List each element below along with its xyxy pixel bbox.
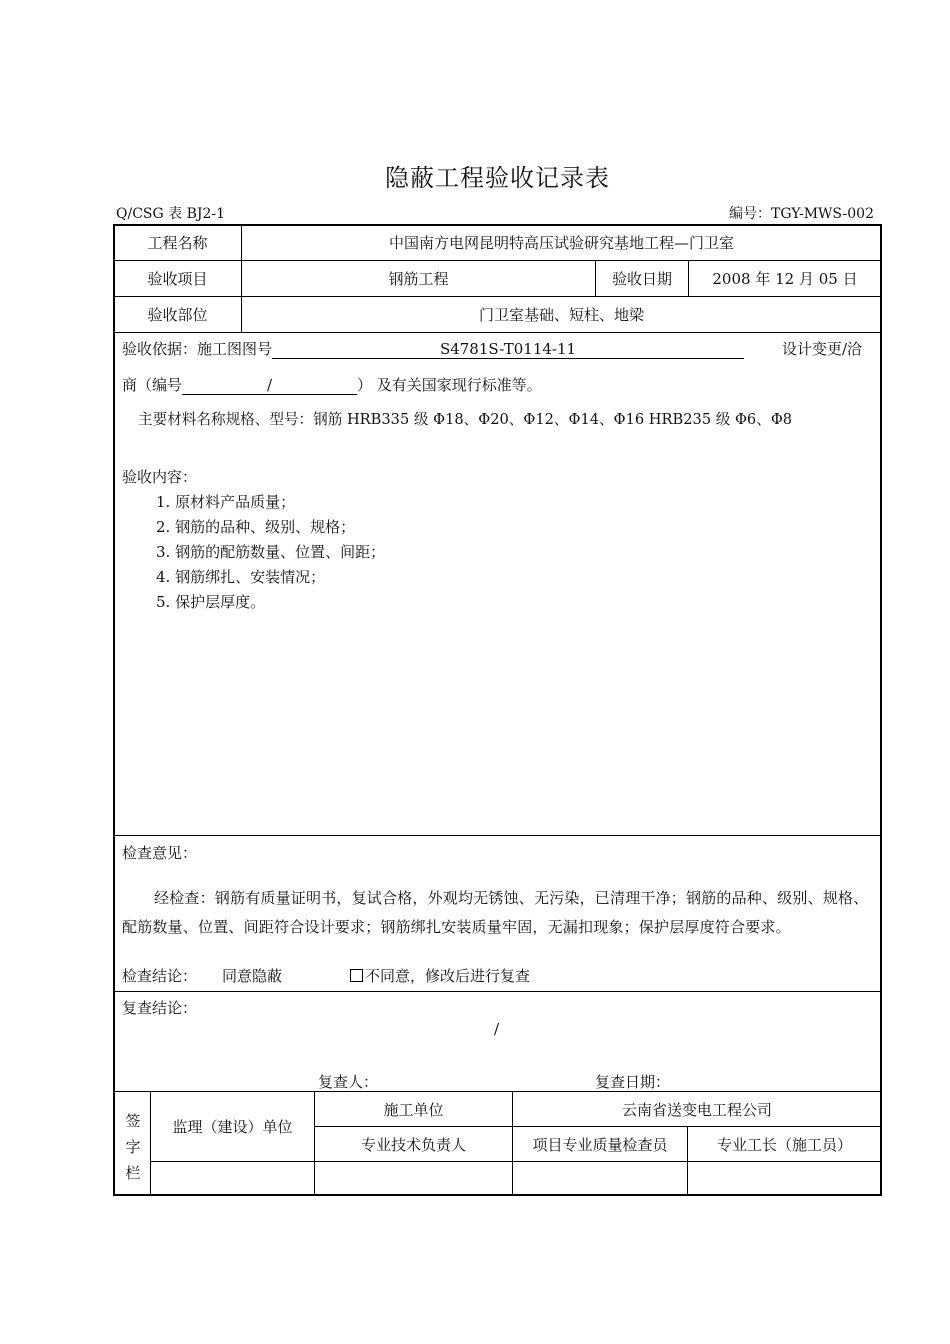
- main-materials: 主要材料名称规格、型号：钢筋 HRB335 级 Φ18、Φ20、Φ12、Φ14、Φ16 HRB235 级 Φ6、Φ8: [138, 411, 793, 428]
- project-name-label: 工程名称: [147, 234, 208, 252]
- quality-inspector-label: 项目专业质量检查员: [532, 1135, 668, 1154]
- row-divider: [114, 991, 881, 992]
- row-divider: [114, 332, 881, 333]
- content-item-2: 2. 钢筋的品种、级别、规格；: [156, 518, 356, 536]
- tech-lead-signature-field[interactable]: [315, 1162, 512, 1195]
- disagree-option: [350, 965, 530, 986]
- form-code: Q/CSG 表 BJ2-1: [116, 206, 226, 222]
- content-item-4: 4. 钢筋绑扎、安装情况；: [156, 568, 326, 586]
- content-item-1: 1. 原材料产品质量；: [156, 493, 296, 511]
- sign-column-char: 栏: [125, 1164, 141, 1182]
- record-table: [113, 224, 882, 1196]
- recheck-value: /: [494, 1020, 500, 1038]
- acceptance-location-label: 验收部位: [147, 306, 208, 324]
- sign-column-char: 字: [125, 1138, 141, 1156]
- acceptance-location-value: 门卫室基础、短柱、地梁: [478, 306, 644, 324]
- content-label: 验收内容：: [122, 468, 198, 486]
- contractor-value: 云南省送变电工程公司: [621, 1100, 772, 1119]
- design-change-label: 设计变更/洽: [782, 340, 863, 358]
- foreman-label: 专业工长（施工员）: [716, 1135, 852, 1154]
- checkbox-icon: [350, 969, 363, 982]
- acceptance-date-value: 2008 年 12 月 05 日: [712, 270, 858, 288]
- recheck-date-label: 复查日期：: [595, 1073, 671, 1091]
- change-number: /: [182, 376, 357, 395]
- page-title: 隐蔽工程验收记录表: [385, 164, 610, 192]
- conclusion-label: 检查结论：: [122, 967, 198, 985]
- sign-column-char: 签: [125, 1112, 141, 1130]
- acceptance-item-label: 验收项目: [147, 270, 208, 288]
- supervisor-signature-field[interactable]: [151, 1162, 314, 1195]
- recheck-person-label: 复查人：: [318, 1073, 379, 1091]
- row-divider: [114, 835, 881, 836]
- basis-prefix: 验收依据：施工图图号: [122, 340, 273, 358]
- acceptance-item-value: 钢筋工程: [388, 270, 449, 288]
- inspection-opinion: 经检查：钢筋有质量证明书，复试合格，外观均无锈蚀、无污染，已清理干净；钢筋的品种、级别、规格、配筋数量、位置、间距符合设计要求；钢筋绑扎安装质量牢固，无漏扣现象；保护层厚度符合要求。: [122, 889, 869, 936]
- tech-lead-label: 专业技术负责人: [360, 1135, 466, 1154]
- project-name-value: 中国南方电网昆明特高压试验研究基地工程—门卫室: [388, 234, 734, 252]
- acceptance-date-label: 验收日期: [611, 270, 672, 288]
- content-item-3: 3. 钢筋的配筋数量、位置、间距；: [156, 543, 386, 561]
- basis-line: [122, 338, 744, 359]
- quality-inspector-signature-field[interactable]: [513, 1162, 687, 1195]
- inspection-label: 检查意见：: [122, 844, 198, 862]
- basis-line2-suffix: ） 及有关国家现行标准等。: [357, 376, 542, 394]
- disagree-label: 不同意，修改后进行复查: [365, 967, 531, 985]
- drawing-number: S4781S-T0114-11: [272, 340, 744, 359]
- serial-number: 编号：TGY-MWS-002: [729, 206, 874, 222]
- foreman-signature-field[interactable]: [688, 1162, 881, 1195]
- contractor-label: 施工单位: [383, 1100, 444, 1119]
- basis-line-2: [122, 374, 542, 395]
- agree-option: 同意隐蔽: [222, 967, 283, 985]
- recheck-label: 复查结论：: [122, 999, 198, 1017]
- supervisor-unit-label: 监理（建设）单位: [172, 1118, 293, 1136]
- content-item-5: 5. 保护层厚度。: [156, 593, 266, 611]
- basis-line2-prefix: 商（编号: [122, 376, 183, 394]
